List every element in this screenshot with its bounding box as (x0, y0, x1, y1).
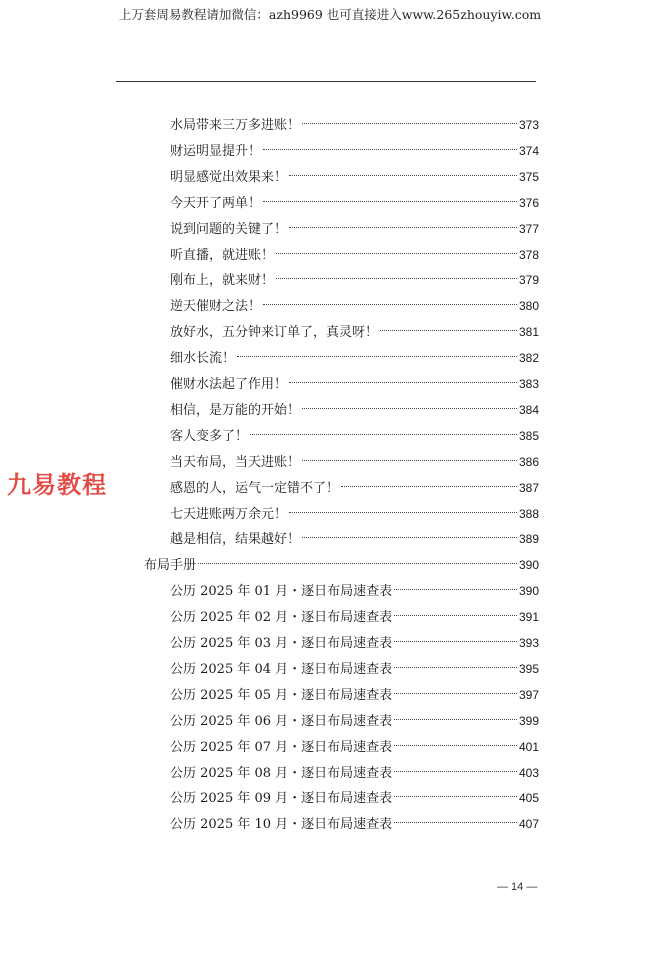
toc-entry-title: 明显感觉出效果来！ (170, 170, 288, 185)
toc-entry-leader (302, 109, 517, 129)
toc-entry-leader (302, 446, 517, 466)
toc-entry-leader (394, 731, 517, 751)
toc-entry-title: 听直播，就进账！ (170, 248, 275, 263)
toc-entry-page: 388 (518, 507, 539, 521)
toc-entry-leader (263, 290, 517, 310)
toc-entry (170, 394, 539, 418)
toc-entry-title: 公历 2025 年 03 月・逐日布局速查表 (170, 636, 393, 651)
toc-entry-page: 378 (518, 248, 539, 262)
toc-entry-leader (289, 498, 517, 518)
toc-entry-leader (394, 679, 517, 699)
toc-entry (170, 808, 539, 832)
toc-entry-leader (394, 782, 517, 802)
toc-entry-page: 407 (518, 817, 539, 831)
toc-entry (170, 342, 539, 366)
toc-entry-title: 放好水，五分钟来订单了，真灵呀！ (170, 325, 379, 340)
toc-entry-leader (276, 239, 517, 259)
toc-entry (170, 290, 539, 314)
toc-entry-page: 379 (518, 273, 539, 287)
toc-entry-leader (394, 757, 517, 777)
toc-entry-page: 390 (518, 558, 539, 572)
toc-entry-page: 374 (518, 144, 539, 158)
toc-entry-leader (394, 601, 517, 621)
toc-entry-leader (289, 213, 517, 233)
toc-entry-leader (263, 135, 517, 155)
toc-entry (170, 653, 539, 677)
toc-entry-page: 377 (518, 222, 539, 236)
toc-entry-page: 390 (518, 584, 539, 598)
toc-entry-leader (289, 161, 517, 181)
header-banner: 上万套周易教程请加微信：azh9969 也可直接进入www.265zhouyiw.com (118, 7, 542, 22)
toc-entry (170, 705, 539, 729)
toc-entry-title: 细水长流！ (170, 351, 236, 366)
toc-entry-title: 相信，是万能的开始！ (170, 403, 301, 418)
toc-entry-page: 382 (518, 351, 539, 365)
toc-entry-title: 逆天催财之法！ (170, 299, 262, 314)
toc-entry-title: 说到问题的关键了！ (170, 222, 288, 237)
toc-entry-leader (302, 394, 517, 414)
toc-entry-page: 376 (518, 196, 539, 210)
toc-entry-page: 373 (518, 118, 539, 132)
toc-entry (170, 782, 539, 806)
toc-entry-title: 公历 2025 年 09 月・逐日布局速查表 (170, 791, 393, 806)
toc-entry-page: 403 (518, 766, 539, 780)
toc-entry (170, 239, 539, 263)
toc-entry (170, 731, 539, 755)
toc-entry-title: 布局手册 (144, 558, 197, 573)
toc-entry (170, 187, 539, 211)
toc-entry-title: 公历 2025 年 01 月・逐日布局速查表 (170, 584, 393, 599)
toc-entry-leader (394, 705, 517, 725)
toc-entry-leader (250, 420, 517, 440)
toc-entry-title: 今天开了两单！ (170, 196, 262, 211)
toc-entry-page: 385 (518, 429, 539, 443)
toc-entry-title: 当天布局，当天进账！ (170, 455, 301, 470)
toc-entry (170, 161, 539, 185)
toc-entry (170, 523, 539, 547)
toc-entry-title: 公历 2025 年 05 月・逐日布局速查表 (170, 688, 393, 703)
toc-entry-page: 384 (518, 403, 539, 417)
toc-entry-page: 375 (518, 170, 539, 184)
toc-entry (170, 213, 539, 237)
toc-entry-title: 公历 2025 年 04 月・逐日布局速查表 (170, 662, 393, 677)
toc-entry-title: 水局带来三万多进账！ (170, 118, 301, 133)
toc-entry-page: 381 (518, 325, 539, 339)
toc-entry-page: 405 (518, 791, 539, 805)
toc-entry-page: 380 (518, 299, 539, 313)
toc-entry-leader (237, 342, 517, 362)
toc-entry-leader (198, 549, 517, 569)
toc-entry (170, 420, 539, 444)
toc-entry-page: 395 (518, 662, 539, 676)
toc-entry-page: 386 (518, 455, 539, 469)
toc-entry-title: 催财水法起了作用！ (170, 377, 288, 392)
header-rule (116, 81, 536, 82)
toc-entry (170, 757, 539, 781)
toc-entry-title: 公历 2025 年 02 月・逐日布局速查表 (170, 610, 393, 625)
toc-entry (170, 498, 539, 522)
toc-entry-page: 397 (518, 688, 539, 702)
toc-entry-page: 387 (518, 481, 539, 495)
toc-entry-page: 391 (518, 610, 539, 624)
toc-entry-title: 感恩的人，运气一定错不了！ (170, 481, 340, 496)
toc-entry-title: 越是相信，结果越好！ (170, 532, 301, 547)
toc-entry-title: 公历 2025 年 08 月・逐日布局速查表 (170, 766, 393, 781)
toc-entry-leader (394, 575, 517, 595)
toc-entry (170, 368, 539, 392)
toc-entry-leader (289, 368, 517, 388)
toc-entry-leader (380, 316, 517, 336)
toc-entry-title: 刚布上，就来财！ (170, 273, 275, 288)
toc-entry-leader (276, 264, 517, 284)
toc-entry-page: 389 (518, 532, 539, 546)
toc-entry-leader (302, 523, 517, 543)
toc-entry-title: 公历 2025 年 10 月・逐日布局速查表 (170, 817, 393, 832)
toc-entry (170, 575, 539, 599)
toc-entry-title: 公历 2025 年 07 月・逐日布局速查表 (170, 740, 393, 755)
toc-entry-leader (341, 472, 517, 492)
toc-entry-page: 401 (518, 740, 539, 754)
toc-entry-leader (394, 808, 517, 828)
toc-entry-page: 393 (518, 636, 539, 650)
toc-entry (170, 109, 539, 133)
toc-entry (170, 446, 539, 470)
toc-entry-title: 财运明显提升！ (170, 144, 262, 159)
toc-entry (170, 316, 539, 340)
watermark-logo: 九易教程 (7, 471, 107, 499)
toc-entry (170, 601, 539, 625)
toc-entry (170, 627, 539, 651)
toc-entry (170, 679, 539, 703)
toc-entry (170, 472, 539, 496)
toc-entry-title: 公历 2025 年 06 月・逐日布局速查表 (170, 714, 393, 729)
toc-entry-page: 383 (518, 377, 539, 391)
toc-entry-page: 399 (518, 714, 539, 728)
toc-entry-leader (263, 187, 517, 207)
toc-entry-leader (394, 627, 517, 647)
toc-entry (170, 135, 539, 159)
page-number: — 14 — (497, 881, 538, 893)
toc-entry (144, 549, 539, 573)
toc-entry-leader (394, 653, 517, 673)
toc-entry (170, 264, 539, 288)
toc-entry-title: 客人变多了！ (170, 429, 249, 444)
toc-entry-title: 七天进账两万余元！ (170, 507, 288, 522)
